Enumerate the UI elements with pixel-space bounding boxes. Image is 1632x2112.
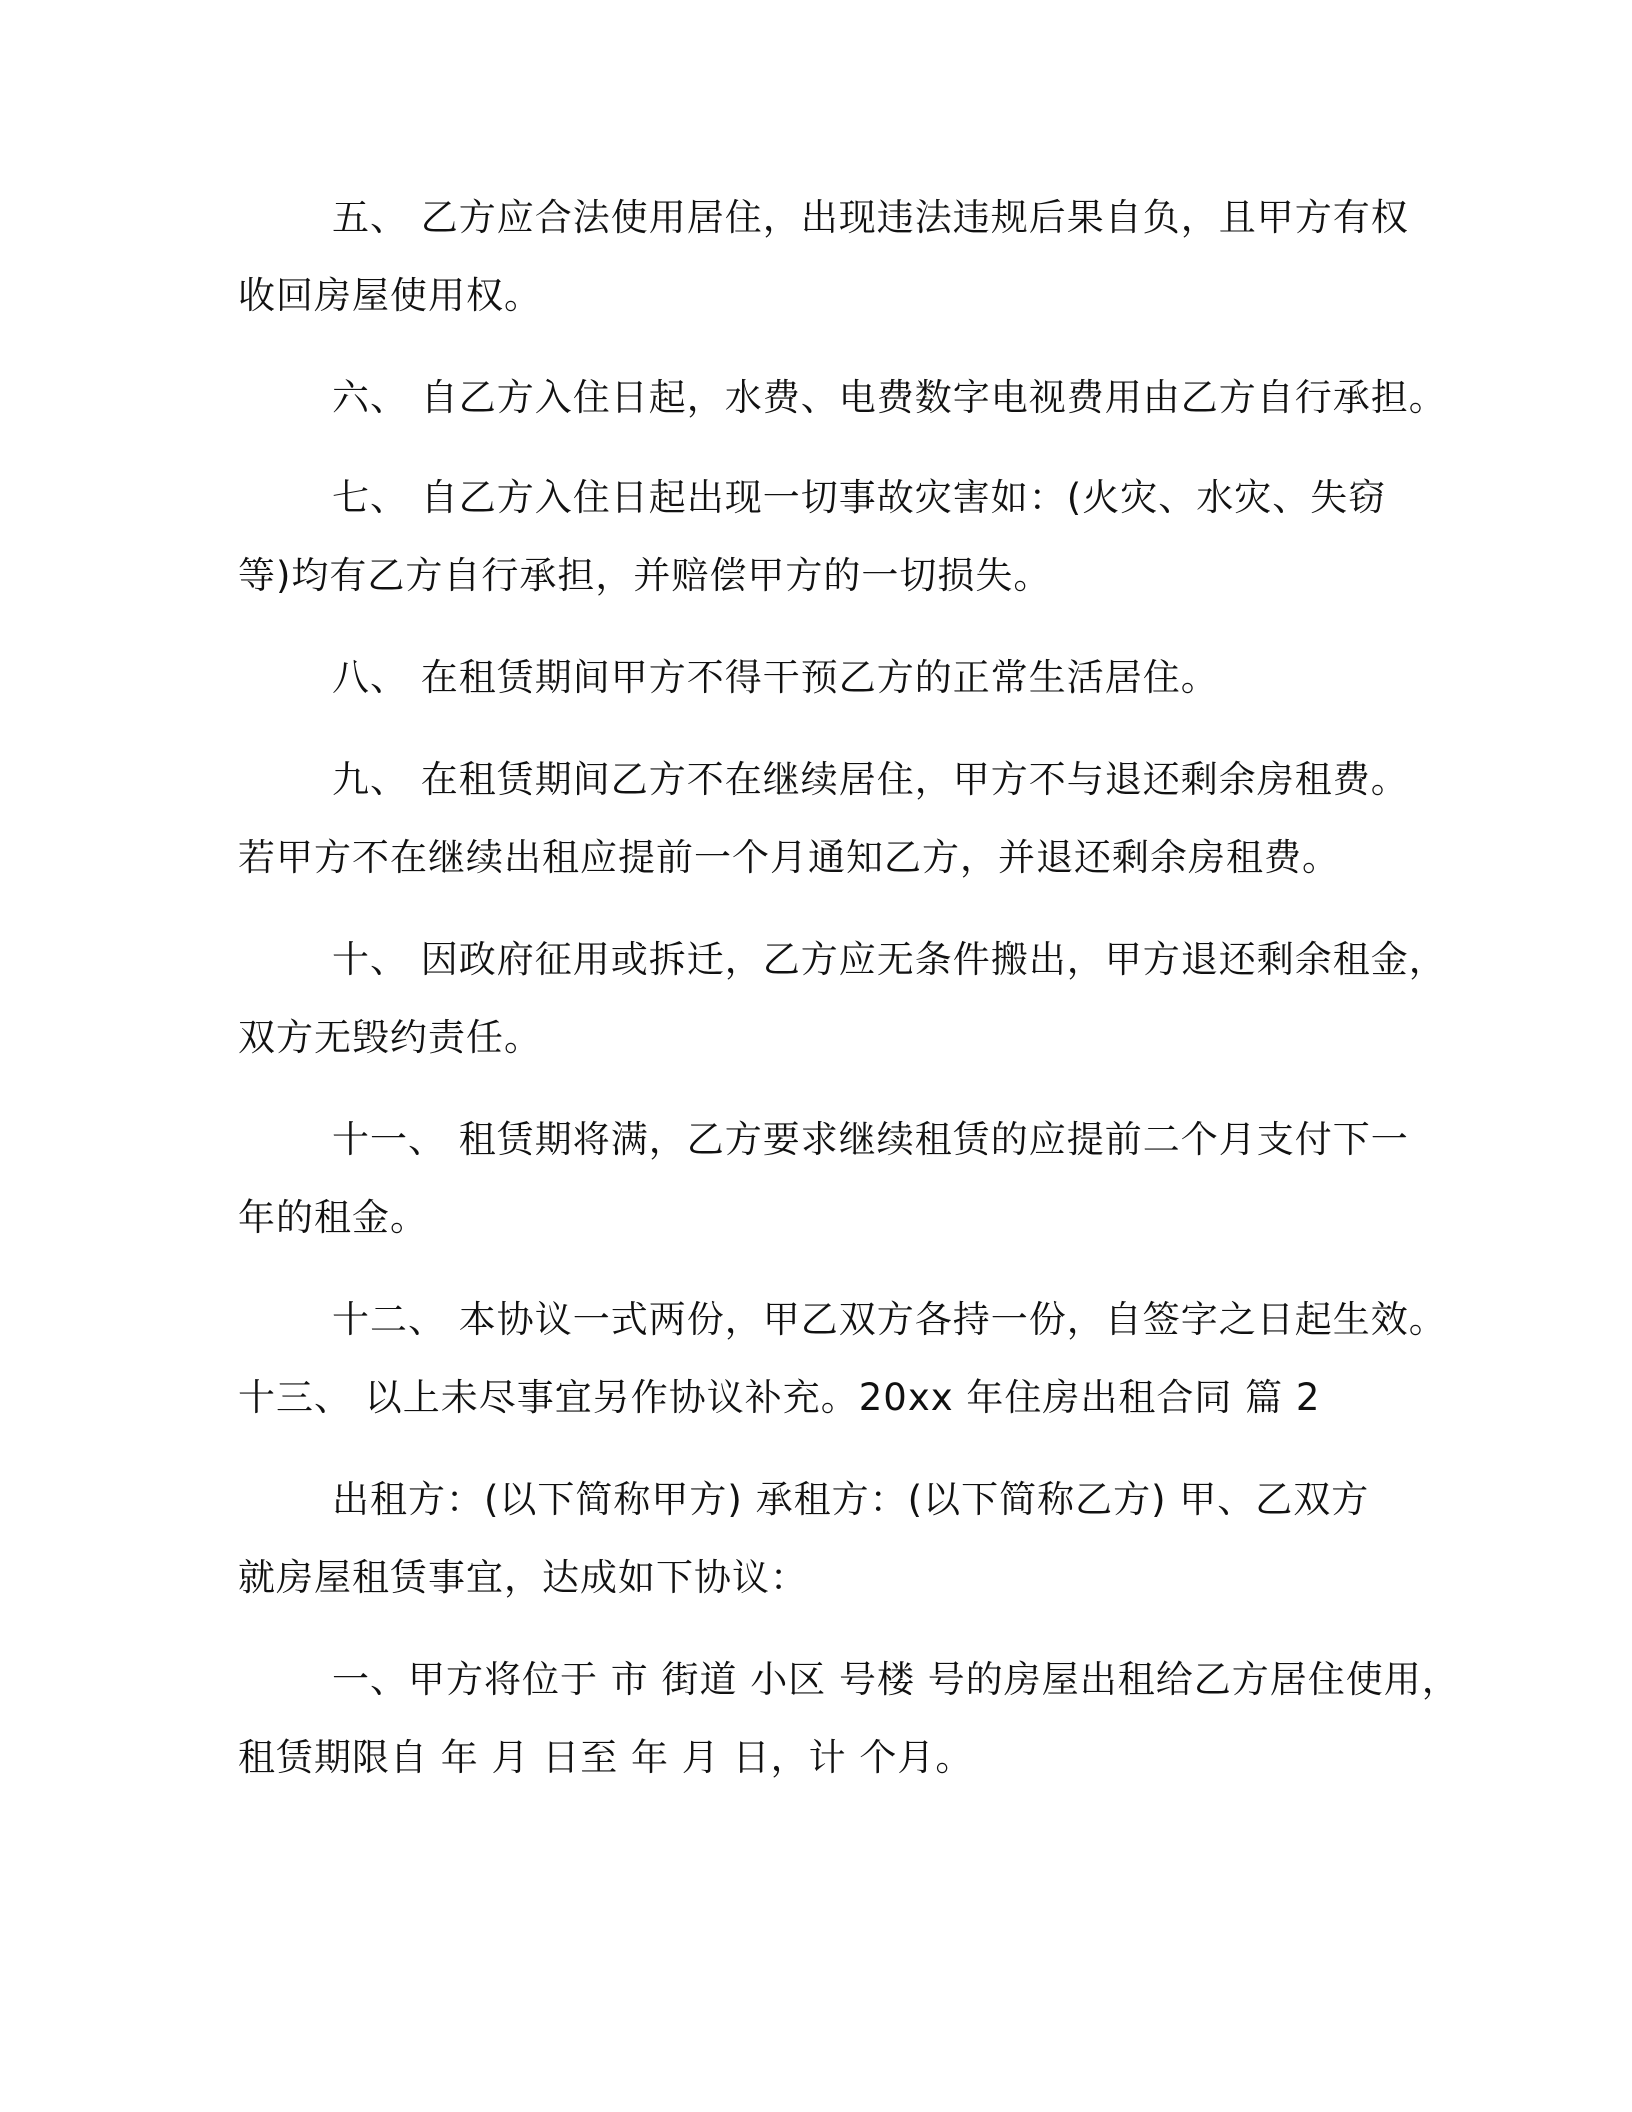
clause-12-line-1: 十二、 本协议一式两份，甲乙双方各持一份，自签字之日起生效。 xyxy=(332,1298,1447,1341)
clause-6-line-1: 六、 自乙方入住日起，水费、电费数字电视费用由乙方自行承担。 xyxy=(332,376,1447,419)
clause-10-line-1: 十、 因政府征用或拆迁，乙方应无条件搬出，甲方退还剩余租金， xyxy=(332,938,1447,981)
clause-11-line-2: 年的租金。 xyxy=(238,1196,428,1239)
article-1-line-2: 租赁期限自 年 月 日至 年 月 日，计 个月。 xyxy=(238,1736,974,1779)
clause-7-line-2: 等)均有乙方自行承担，并赔偿甲方的一切损失。 xyxy=(238,554,1052,597)
clause-11-line-1: 十一、 租赁期将满，乙方要求继续租赁的应提前二个月支付下一 xyxy=(332,1118,1409,1161)
parties-line-1: 出租方：(以下简称甲方) 承租方：(以下简称乙方) 甲、乙双方 xyxy=(332,1478,1370,1521)
clause-10-line-2: 双方无毁约责任。 xyxy=(238,1016,542,1059)
clause-9-line-2: 若甲方不在继续出租应提前一个月通知乙方，并退还剩余房租费。 xyxy=(238,836,1340,879)
clause-13-line-1: 十三、 以上未尽事宜另作协议补充。20xx 年住房出租合同 篇 2 xyxy=(238,1376,1321,1419)
article-1-line-1: 一、甲方将位于 市 街道 小区 号楼 号的房屋出租给乙方居住使用， xyxy=(332,1658,1460,1701)
clause-9-line-1: 九、 在租赁期间乙方不在继续居住，甲方不与退还剩余房租费。 xyxy=(332,758,1409,801)
clause-7-line-1: 七、 自乙方入住日起出现一切事故灾害如：(火灾、水灾、失窃 xyxy=(332,476,1387,519)
clause-5-line-2: 收回房屋使用权。 xyxy=(238,274,542,317)
clause-8-line-1: 八、 在租赁期间甲方不得干预乙方的正常生活居住。 xyxy=(332,656,1219,699)
parties-line-2: 就房屋租赁事宜，达成如下协议： xyxy=(238,1556,808,1599)
clause-5-line-1: 五、 乙方应合法使用居住，出现违法违规后果自负，且甲方有权 xyxy=(332,196,1409,239)
